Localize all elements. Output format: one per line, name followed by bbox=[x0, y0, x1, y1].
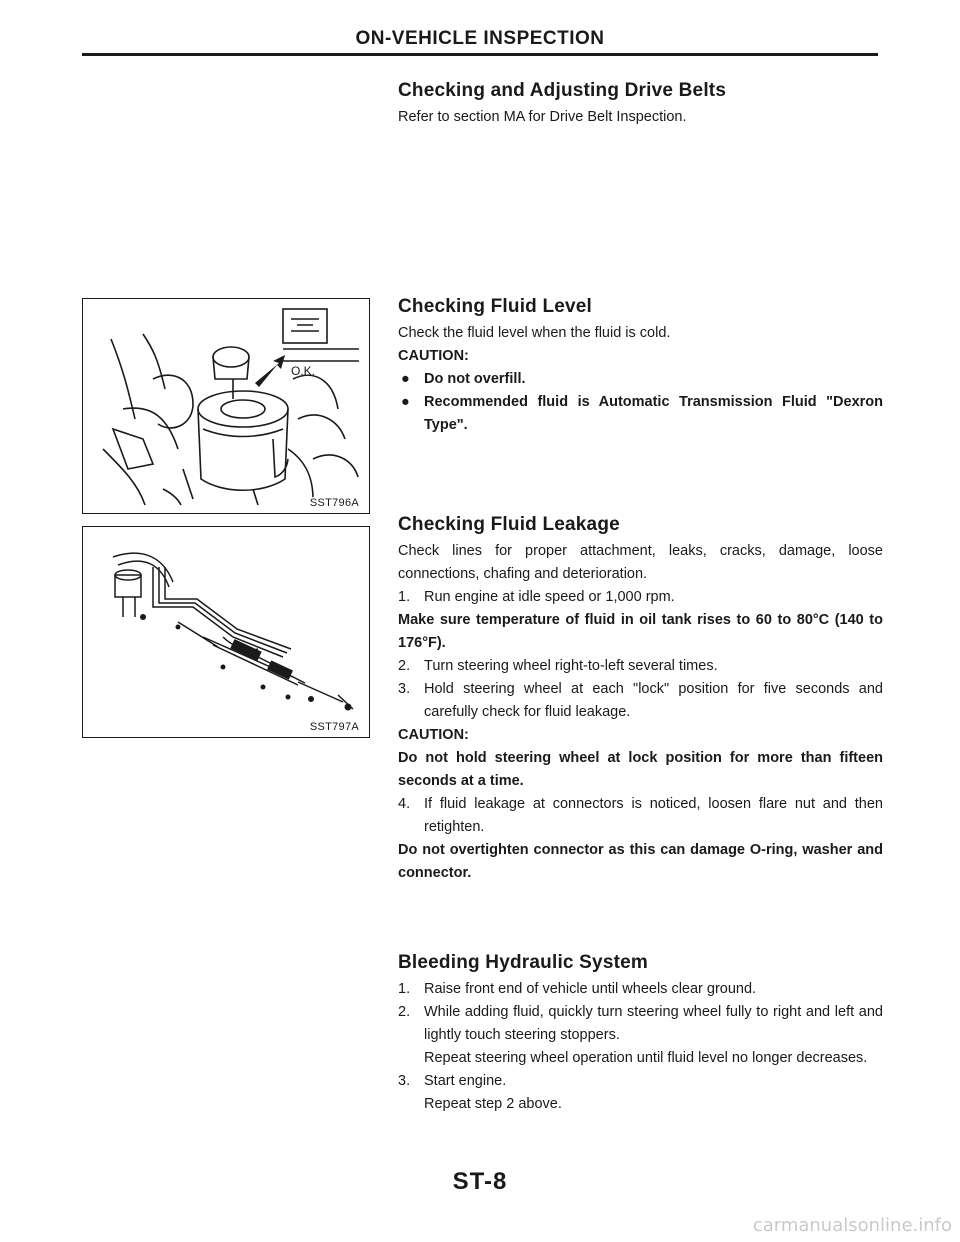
bullet-item: ● Do not overfill. bbox=[401, 371, 526, 387]
page-header: ON-VEHICLE INSPECTION bbox=[355, 28, 605, 49]
list-item: 1. Raise front end of vehicle until wheels clear ground. bbox=[398, 981, 757, 997]
list-item: 3. Hold steering wheel at each "lock" position for five seconds and carefully check for fluid leakage. bbox=[398, 681, 883, 720]
list-item: 4. If fluid leakage at connectors is noticed, loosen flare nut and then retighten. bbox=[398, 796, 883, 835]
piping-illustration bbox=[83, 527, 369, 737]
section-title: Checking Fluid Level bbox=[398, 296, 593, 317]
watermark: carmanualsonline.info bbox=[752, 1215, 952, 1236]
figure-piping bbox=[82, 526, 370, 738]
caution-label: CAUTION: bbox=[398, 727, 469, 743]
figure-label: SST796A bbox=[309, 497, 359, 509]
section-text: Check lines for proper attachment, leaks, cracks, damage, loose connections, chafing and deterioration. bbox=[398, 543, 883, 582]
caution-text: Do not hold steering wheel at lock position for more than fifteen seconds at a time. bbox=[398, 750, 883, 789]
figure-reservoir bbox=[82, 298, 370, 514]
section-text: Refer to section MA for Drive Belt Inspection. bbox=[398, 109, 687, 125]
section-bleeding bbox=[398, 952, 883, 1116]
section-drive-belts bbox=[398, 80, 883, 129]
caution-label: CAUTION: bbox=[398, 348, 469, 364]
section-title: Checking Fluid Leakage bbox=[398, 514, 620, 535]
page-number: ST-8 bbox=[452, 1168, 508, 1195]
section-text: Check the fluid level when the fluid is cold. bbox=[398, 325, 671, 341]
list-item: 2. While adding fluid, quickly turn steering wheel fully to right and left and lightly touch steering stoppers. bbox=[398, 1004, 883, 1043]
list-item-continuation: Repeat step 2 above. bbox=[424, 1096, 562, 1112]
section-fluid-leakage bbox=[398, 514, 883, 885]
list-item: 3. Start engine. bbox=[398, 1073, 507, 1089]
reservoir-illustration bbox=[83, 299, 369, 513]
bullet-item: ● Recommended fluid is Automatic Transmission Fluid "Dexron Type". bbox=[401, 394, 883, 433]
section-title: Checking and Adjusting Drive Belts bbox=[398, 80, 727, 101]
header-rule bbox=[82, 53, 878, 56]
figure-label: SST797A bbox=[309, 721, 359, 733]
list-item: 1. Run engine at idle speed or 1,000 rpm. bbox=[398, 589, 675, 605]
list-item-continuation: Repeat steering wheel operation until fluid level no longer decreases. bbox=[424, 1050, 868, 1066]
warning-note: Do not overtighten connector as this can damage O-ring, washer and connector. bbox=[398, 842, 883, 881]
section-title: Bleeding Hydraulic System bbox=[398, 952, 648, 973]
ok-label: O.K. bbox=[291, 364, 316, 378]
warning-note: Make sure temperature of fluid in oil tank rises to 60 to 80°C (140 to 176°F). bbox=[398, 612, 883, 651]
section-fluid-level bbox=[398, 296, 883, 437]
list-item: 2. Turn steering wheel right-to-left several times. bbox=[398, 658, 718, 674]
